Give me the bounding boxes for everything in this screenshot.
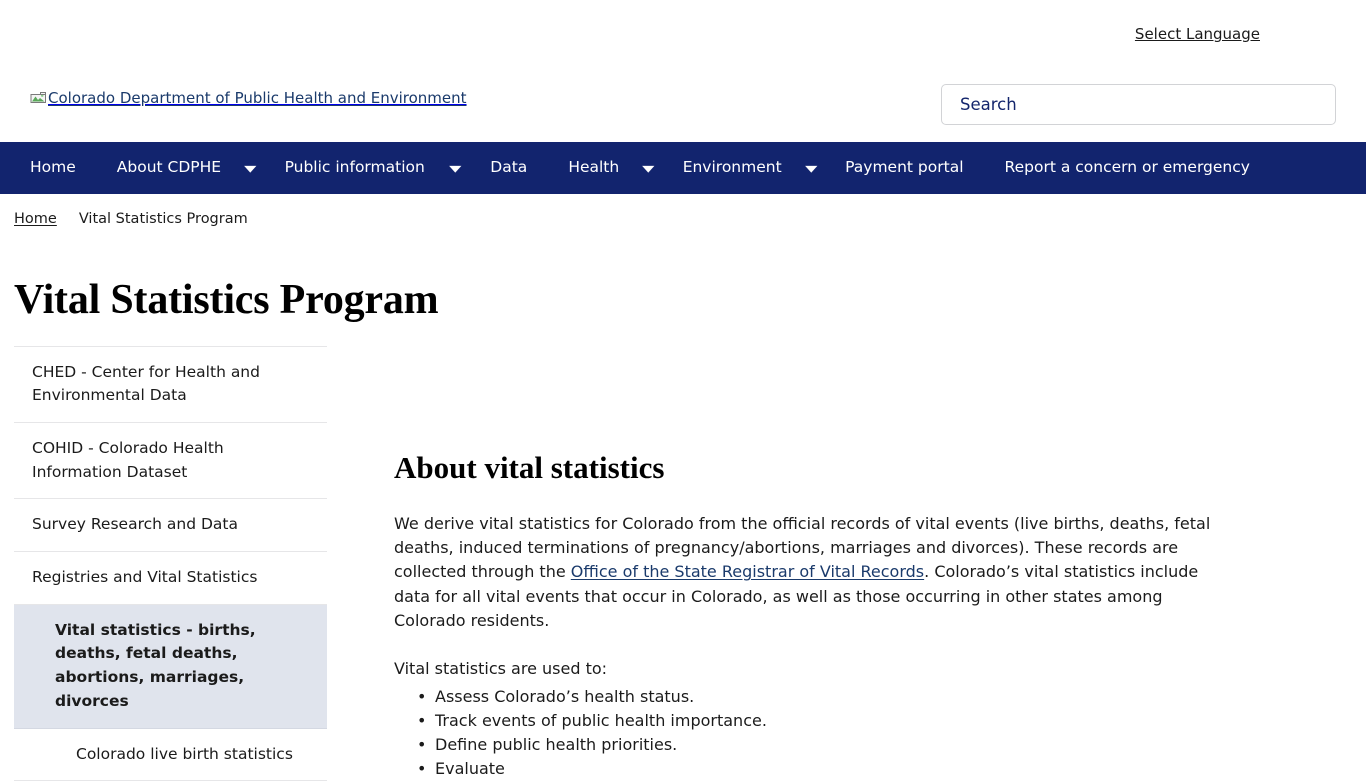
sidebar-item-survey-research-and-data[interactable]: Survey Research and Data [14,499,327,552]
nav-item-payment-portal[interactable]: Payment portal [845,160,963,176]
nav-item-health[interactable]: Health [568,160,619,176]
about-paragraph [394,512,1232,634]
list-item: • Assess Colorado’s health status. [435,685,1232,709]
sidebar-item-registries-and-vital-statistics[interactable]: Registries and Vital Statistics [14,552,327,605]
sidebar-item-cohid[interactable]: COHID - Colorado Health Information Dataset [14,423,327,499]
about-paragraph-text-after: . Colorado’s vital statistics include data for all vital events that occur in Colorado, as well as those occurring in other states among Colorado residents. [394,562,1198,630]
nav-item-data[interactable]: Data [490,160,527,176]
search-input[interactable] [941,84,1336,125]
nav-item-report-a-concern-or-emergency[interactable]: Report a concern or emergency [1005,160,1250,176]
nav-item-home[interactable]: Home [30,160,76,176]
list-item: • Track events of public health importance. [435,709,1232,733]
chevron-down-icon-health[interactable]: ▼ [642,164,654,173]
site-logo-link[interactable] [30,90,467,107]
main-navigation [0,142,1366,194]
chevron-down-icon-environment[interactable]: ▼ [805,164,817,173]
page-title: Vital Statistics Program [0,227,1366,321]
nav-item-about-cdphe[interactable]: About CDPHE [117,160,221,176]
site-logo-alt-text: Colorado Department of Public Health and Environment [48,91,467,106]
site-header [0,62,1366,142]
breadcrumb-item-home[interactable]: Home [14,212,57,227]
chevron-down-icon-about-cdphe[interactable]: ▼ [244,164,256,173]
content-heading: About vital statistics [394,451,1232,485]
list-intro: Vital statistics are used to: [394,657,1232,681]
sidebar-navigation [14,346,327,781]
select-language-link[interactable]: Select Language [1135,27,1260,42]
list-item: • Define public health priorities. [435,733,1232,757]
chevron-down-icon-public-information[interactable]: ▼ [449,164,461,173]
page-body [0,321,1366,781]
nav-item-environment[interactable]: Environment [683,160,782,176]
sidebar-item-ched[interactable]: CHED - Center for Health and Environmental Data [14,347,327,423]
utility-bar [0,0,1366,62]
office-of-state-registrar-link[interactable]: Office of the State Registrar of Vital Records [571,562,924,581]
sidebar-item-vital-statistics[interactable]: Vital statistics - births, deaths, fetal deaths, abortions, marriages, divorces [14,605,327,729]
nav-item-public-information[interactable]: Public information [285,160,425,176]
list-item: • Evaluate [435,757,1232,781]
uses-list [394,685,1232,781]
breadcrumb [0,194,1366,227]
broken-image-icon [30,91,47,108]
about-paragraph-text-before: We derive vital statistics for Colorado from the official records of vital events (live births, deaths, fetal deaths, induced terminations of pregnancy/abortions, marriages and divorces). These records are collected through the [394,514,1210,582]
breadcrumb-item-current: Vital Statistics Program [79,212,248,227]
sidebar-item-colorado-live-birth-statistics[interactable]: Colorado live birth statistics [14,729,327,781]
main-content [327,346,1312,781]
